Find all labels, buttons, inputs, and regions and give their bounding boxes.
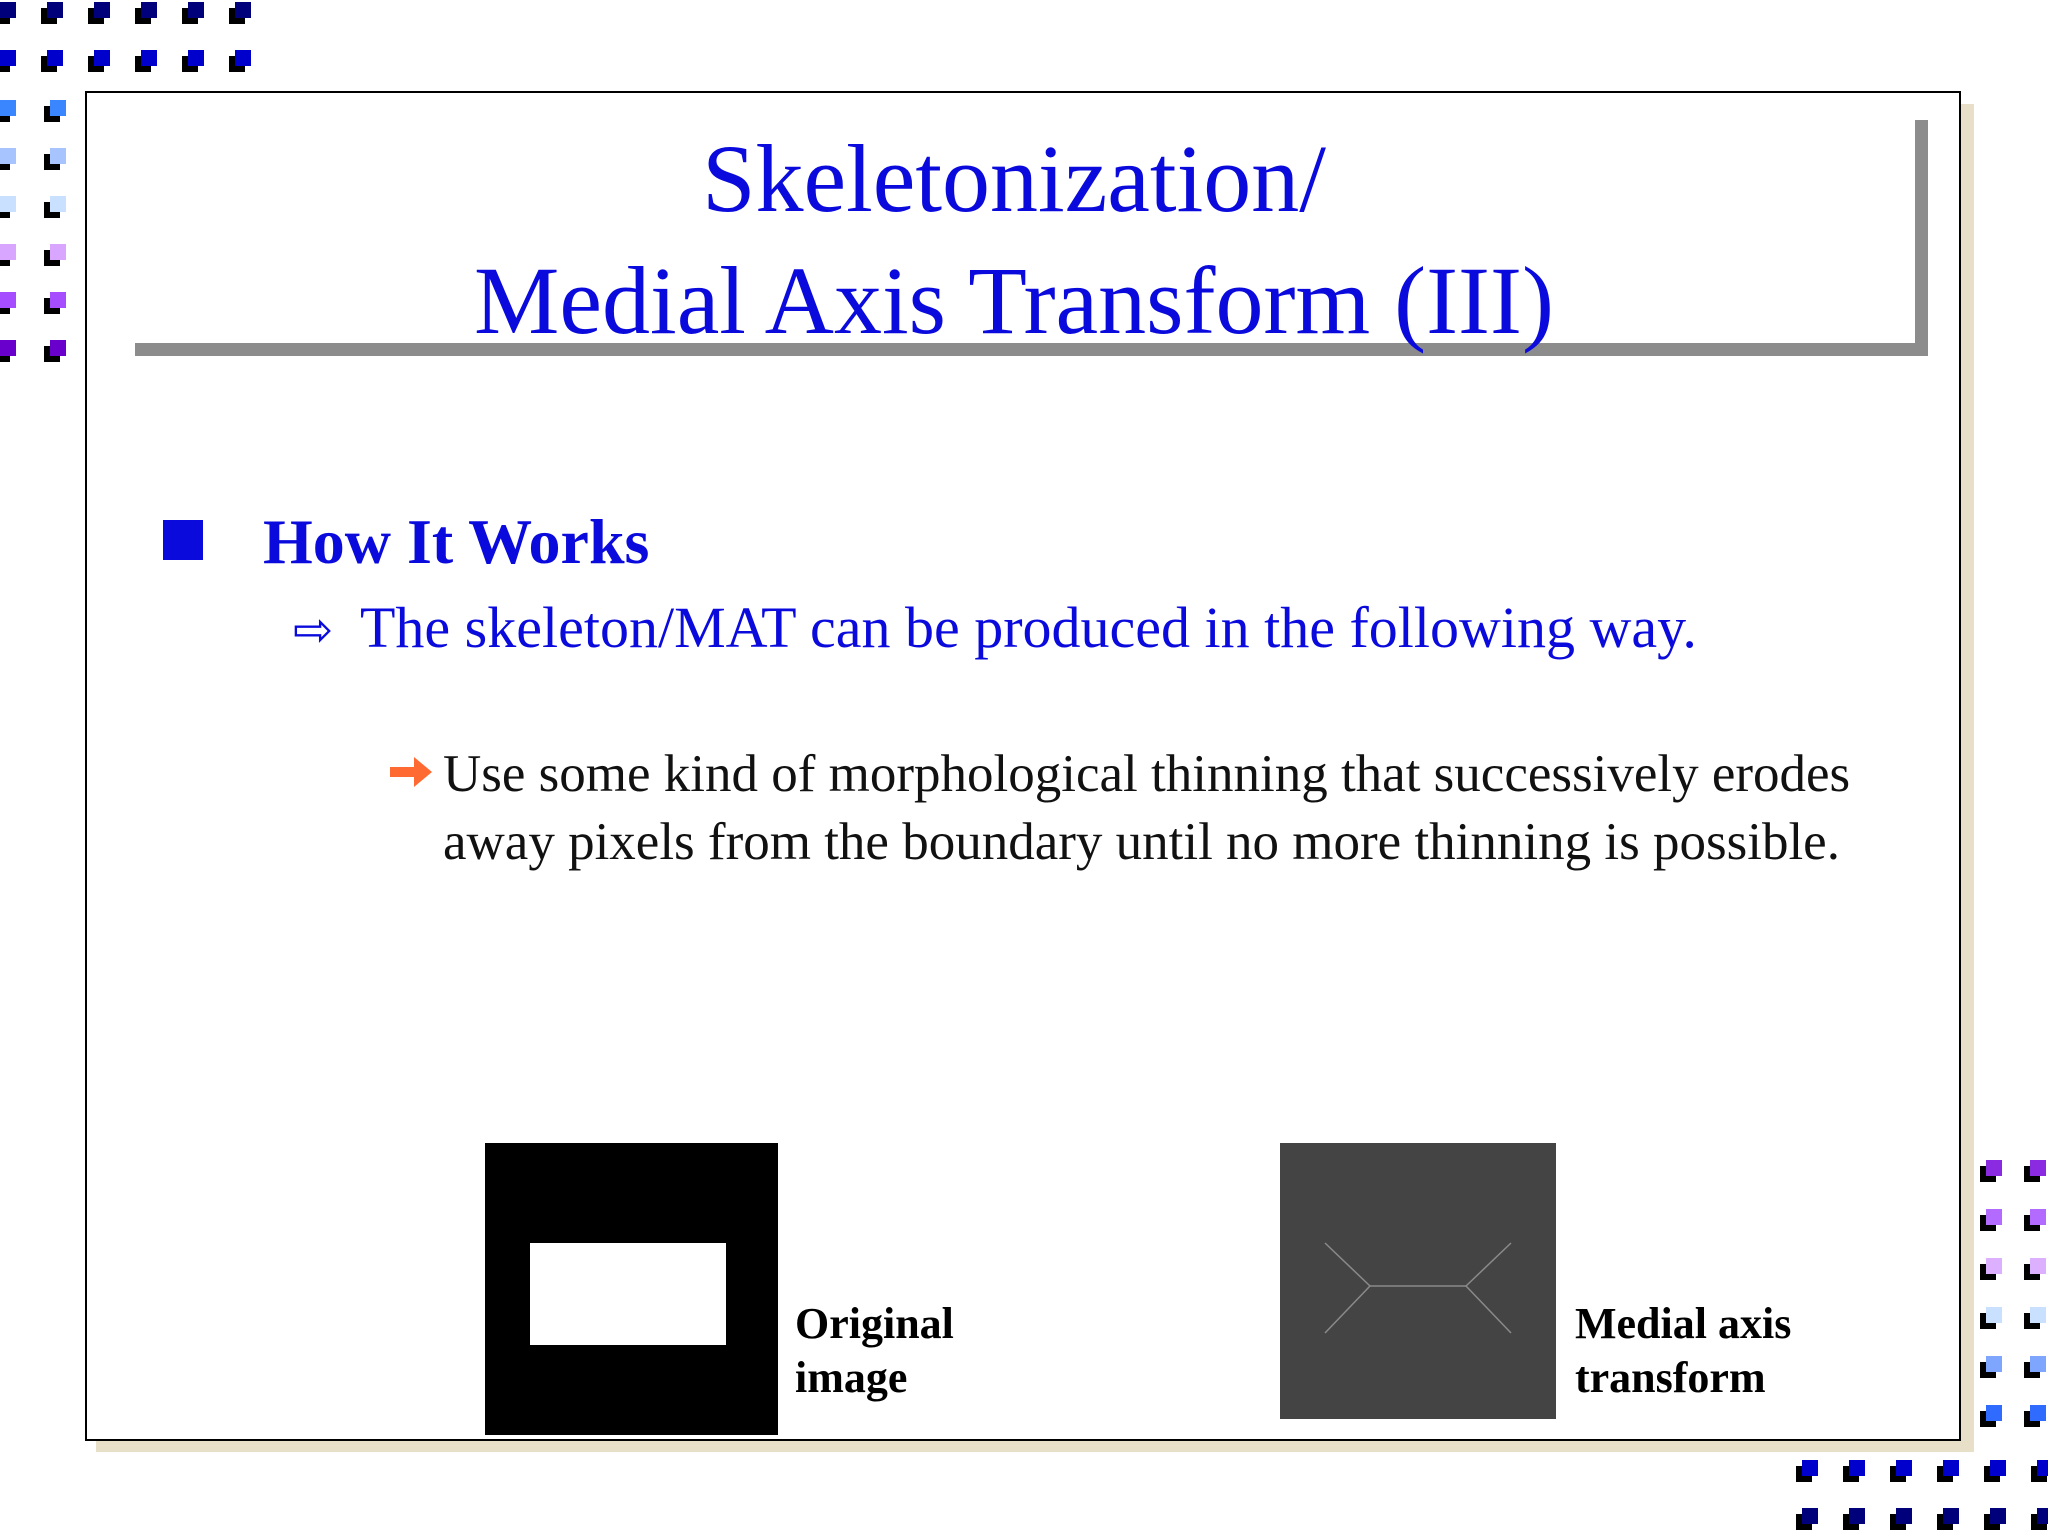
decorative-square [1984,1508,2006,1530]
caption-original [795,1297,954,1405]
decorative-square [41,2,63,24]
decorative-square [182,2,204,24]
decorative-square [2024,1405,2046,1427]
decorative-square [0,340,16,362]
caption-original-line-2: image [795,1353,908,1402]
decorative-square [2024,1356,2046,1378]
decorative-square [0,244,16,266]
decorative-square [1843,1508,1865,1530]
decorative-square [41,50,63,72]
decorative-square [44,292,66,314]
caption-original-line-1: Original [795,1299,954,1348]
orange-arrow-icon [390,757,432,787]
decorative-square [0,2,16,24]
sub-bullet-text: The skeleton/MAT can be produced in the following way. [360,595,1697,660]
decorative-square [1980,1209,2002,1231]
decorative-square [0,196,16,218]
decorative-square [1796,1508,1818,1530]
white-rectangle [530,1243,726,1345]
decorative-square [2031,1508,2048,1530]
decorative-square [182,50,204,72]
decorative-square [1980,1160,2002,1182]
decorative-square [0,292,16,314]
decorative-square [135,2,157,24]
decorative-square [2024,1307,2046,1329]
original-image [485,1143,778,1435]
decorative-square [44,244,66,266]
square-bullet-icon [163,520,203,560]
decorative-square [88,50,110,72]
hollow-arrow-icon: ⇨ [293,602,334,658]
title-line-2: Medial Axis Transform (III) [474,247,1554,354]
decorative-square [229,50,251,72]
decorative-square [2024,1160,2046,1182]
decorative-square [1937,1508,1959,1530]
decorative-square [88,2,110,24]
decorative-square [0,100,16,122]
decorative-square [1890,1460,1912,1482]
decorative-square [1890,1508,1912,1530]
title-line-1: Skeletonization/ [702,125,1326,232]
decorative-square [2024,1209,2046,1231]
section-heading: How It Works [263,506,650,577]
decorative-square [1796,1460,1818,1482]
medial-axis-image [1280,1143,1556,1419]
decorative-square [1980,1307,2002,1329]
decorative-square [0,148,16,170]
decorative-square [2024,1258,2046,1280]
title-side-bar [1915,120,1928,356]
decorative-square [1980,1258,2002,1280]
decorative-square [44,196,66,218]
caption-mat-line-1: Medial axis [1575,1299,1792,1348]
decorative-square [44,148,66,170]
caption-mat [1575,1297,1791,1405]
decorative-square [1843,1460,1865,1482]
decorative-square [1937,1460,1959,1482]
body-bullet-text: Use some kind of morphological thinning that successively erodes away pixels from the boundary until no more thinning is possible. [443,745,1851,871]
decorative-square [1980,1356,2002,1378]
decorative-square [0,50,16,72]
caption-mat-line-2: transform [1575,1353,1766,1402]
decorative-square [135,50,157,72]
decorative-square [44,340,66,362]
decorative-square [2031,1460,2048,1482]
decorative-square [44,100,66,122]
decorative-square [1980,1405,2002,1427]
slide-title [140,118,1888,362]
decorative-square [229,2,251,24]
decorative-square [1984,1460,2006,1482]
